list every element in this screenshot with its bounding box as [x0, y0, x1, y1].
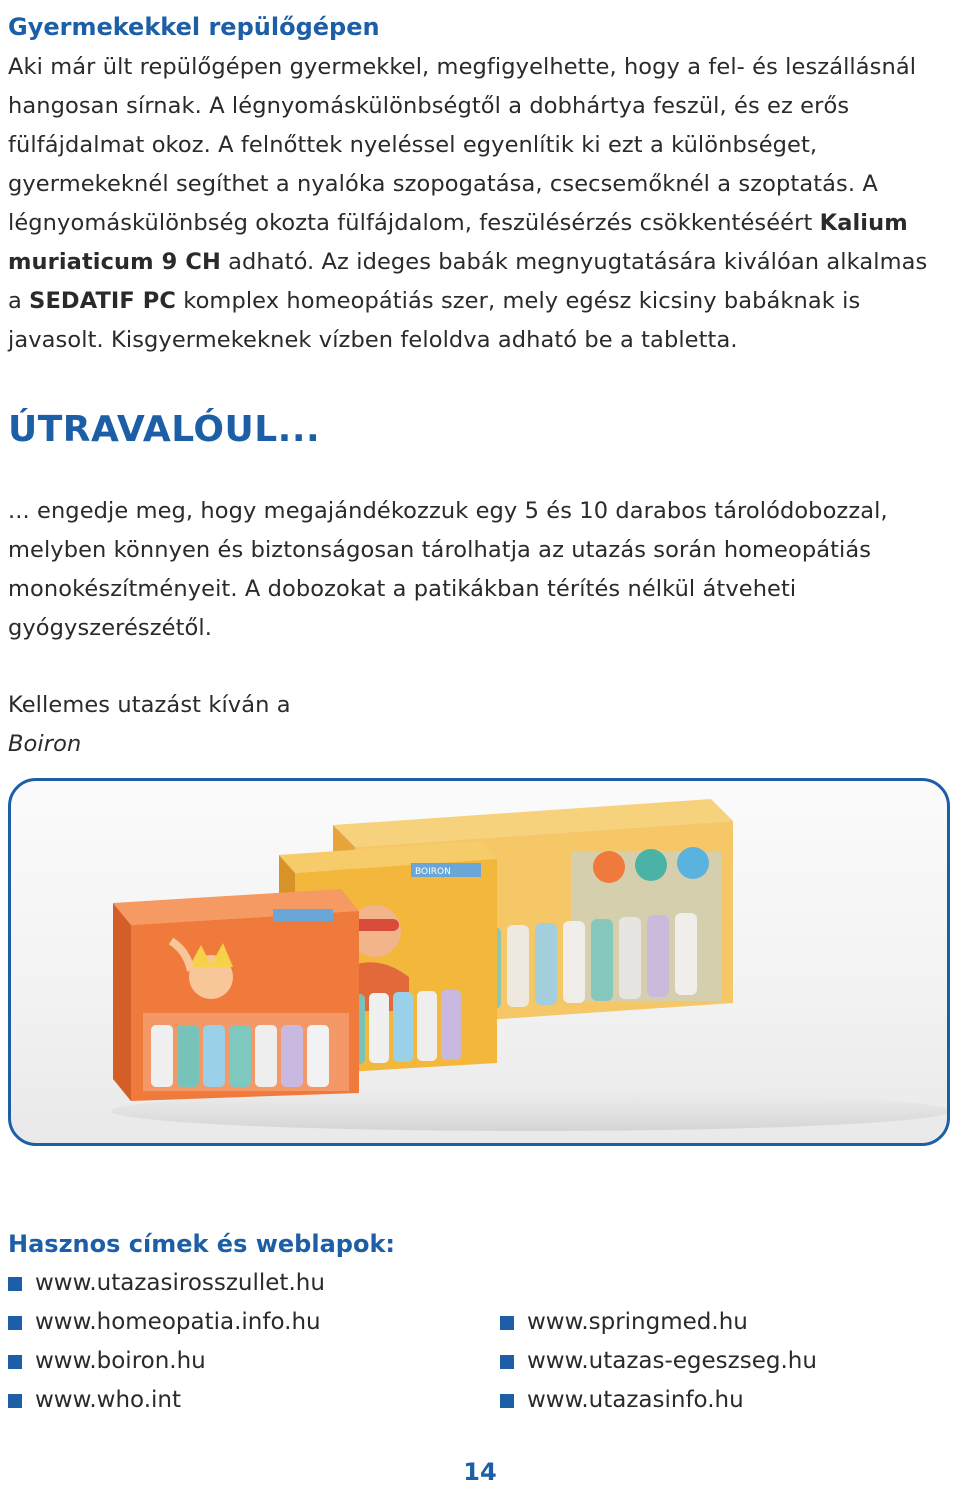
- small-storage-box: [113, 889, 359, 1101]
- paragraph-travel-gift: ... engedje meg, hogy megajándékozzuk egy 5 és 10 darabos tárolódobozzal, melyben könnyen és biztonságosan tárolhatja az utazás során homeopátiás monokészítményeit. A dobozokat a patikákban térítés nélkül átveheti gyógyszerészétől.: [8, 498, 888, 641]
- square-bullet-icon: [8, 1355, 22, 1369]
- links-list-left: [8, 1264, 325, 1420]
- link-item[interactable]: [500, 1342, 817, 1381]
- product-boxes-illustration: [11, 781, 947, 1143]
- links-list-right: [500, 1303, 817, 1420]
- link-text[interactable]: www.springmed.hu: [527, 1309, 748, 1335]
- link-text[interactable]: www.utazas-egeszseg.hu: [527, 1348, 817, 1374]
- remedy-name-kalium: Kalium muriaticum 9 CH: [8, 210, 908, 275]
- section-title-children-flight: Gyermekekkel repülőgépen: [8, 13, 380, 41]
- useful-links-title: Hasznos címek és weblapok:: [8, 1230, 395, 1258]
- paragraph-text: Aki már ült repülőgépen gyermekkel, megfigyelhette, hogy a fel- és leszállásnál hangosan sírnak. A légnyomáskülönbségtől a dobhártya feszül, és ez erős fülfájdalmat okoz. A felnőttek nyeléssel egyenlítik ki ezt a különbséget, gyermekeknél segíthet a nyalóka szopogatása, csecsemőknél a szoptatás. A légnyomáskülönbség okozta fülfájdalom, feszülésérzés csökkentéséért: [8, 54, 917, 236]
- square-bullet-icon: [500, 1316, 514, 1330]
- link-item[interactable]: [8, 1381, 325, 1420]
- square-bullet-icon: [8, 1277, 22, 1291]
- paragraph-text: adható. Az ideges babák megnyugtatására kiválóan alkalmas a: [8, 249, 928, 314]
- closing-text: Kellemes utazást kíván a: [8, 692, 291, 718]
- link-text[interactable]: www.boiron.hu: [35, 1348, 206, 1374]
- square-bullet-icon: [8, 1316, 22, 1330]
- paragraph-text: komplex homeopátiás szer, mely egész kicsiny babáknak is javasolt. Kisgyermekeknek vízben feloldva adható be a tabletta.: [8, 288, 861, 353]
- link-item[interactable]: [8, 1342, 325, 1381]
- square-bullet-icon: [500, 1394, 514, 1408]
- closing-greeting: [8, 686, 948, 764]
- box-brand-label: BOIRON: [415, 867, 451, 877]
- link-text[interactable]: www.who.int: [35, 1387, 181, 1413]
- page-number: 14: [463, 1458, 497, 1486]
- square-bullet-icon: [8, 1394, 22, 1408]
- link-text[interactable]: www.utazasirosszullet.hu: [35, 1270, 325, 1296]
- link-item[interactable]: [500, 1303, 817, 1342]
- brand-signature: Boiron: [8, 731, 82, 757]
- paragraph-children-flight: [8, 48, 948, 360]
- link-text[interactable]: www.homeopatia.info.hu: [35, 1309, 321, 1335]
- square-bullet-icon: [500, 1355, 514, 1369]
- link-item[interactable]: [8, 1264, 325, 1303]
- link-item[interactable]: [8, 1303, 325, 1342]
- product-photo: [8, 778, 950, 1146]
- section-title-travel: ÚTRAVALÓUL...: [8, 409, 321, 450]
- remedy-name-sedatif: SEDATIF PC: [29, 288, 176, 314]
- link-item[interactable]: [500, 1381, 817, 1420]
- link-text[interactable]: www.utazasinfo.hu: [527, 1387, 744, 1413]
